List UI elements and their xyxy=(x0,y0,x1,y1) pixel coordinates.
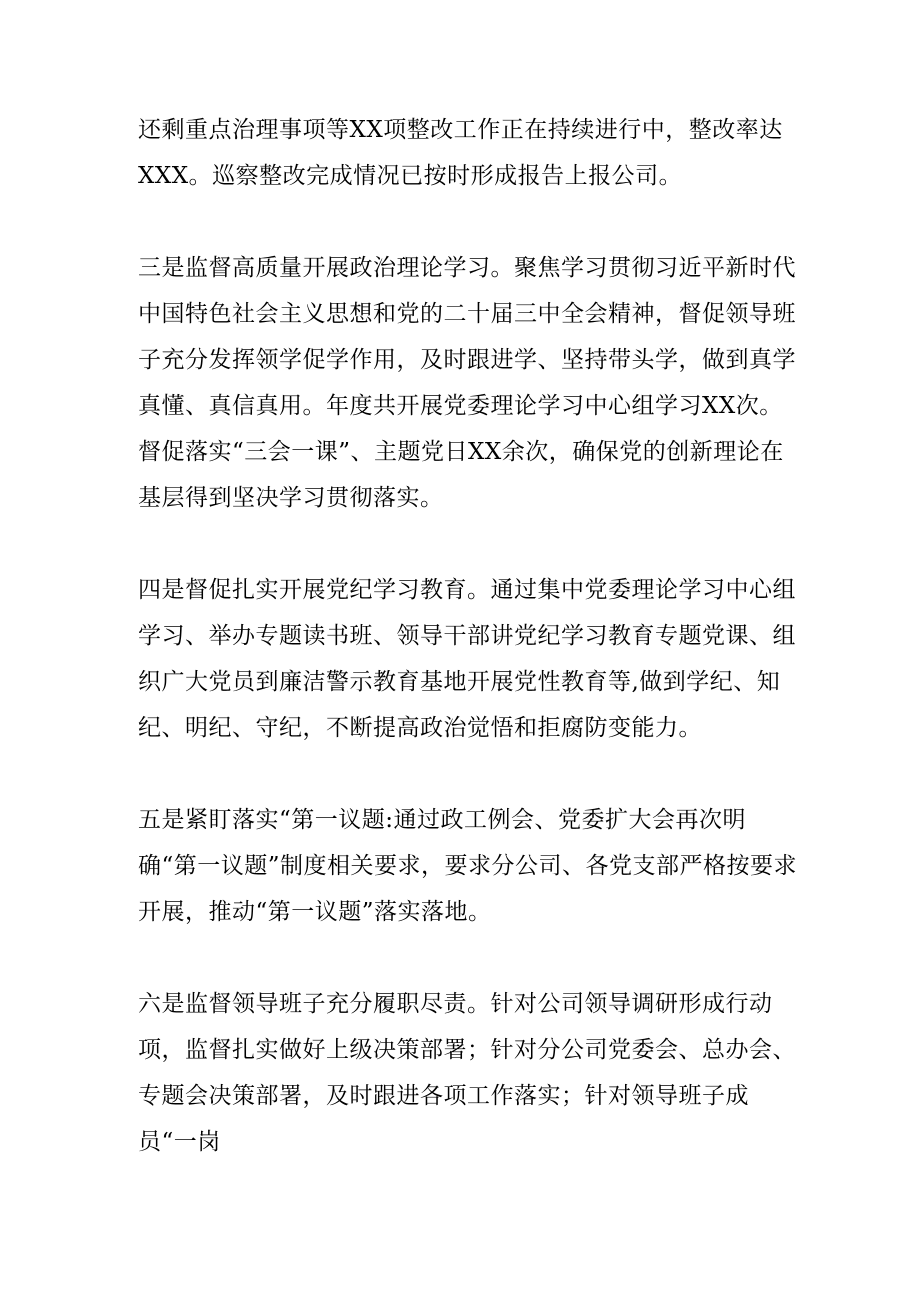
paragraph-leadership-duties: 六是监督领导班子充分履职尽责。针对公司领导调研形成行动项，监督扎实做好上级决策部署；针对分公司党委会、总办会、专题会决策部署，及时跟进各项工作落实；针对领导班子成员“一岗 xyxy=(138,991,796,1155)
document-body xyxy=(138,107,798,1165)
paragraph-rectification-status: 还剩重点治理事项等XX项整改工作正在持续进行中，整改率达XXX。巡察整改完成情况已按时形成报告上报公司。 xyxy=(138,117,783,189)
paragraph-first-agenda-item: 五是紧盯落实“第一议题:通过政工例会、党委扩大会再次明确“第一议题”制度相关要求，要求分公司、各党支部严格按要求开展，推动“第一议题”落实落地。 xyxy=(138,807,798,925)
paragraph-political-theory-study: 三是监督高质量开展政治理论学习。聚焦学习贯彻习近平新时代中国特色社会主义思想和党的二十届三中全会精神，督促领导班子充分发挥领学促学作用，及时跟进学、坚持带头学，做到真学真懂、真信真用。年度共开展党委理论学习中心组学习XX次。督促落实“三会一课”、主题党日XX余次，确保党的创新理论在基层得到坚决学习贯彻落实。 xyxy=(138,255,796,511)
paragraph-party-discipline-education: 四是督促扎实开展党纪学习教育。通过集中党委理论学习中心组学习、举办专题读书班、领导干部讲党纪学习教育专题党课、组织广大党员到廉洁警示教育基地开展党性教育等,做到学纪、知纪、明纪、守纪，不断提高政治觉悟和拒腐防变能力。 xyxy=(138,577,796,741)
